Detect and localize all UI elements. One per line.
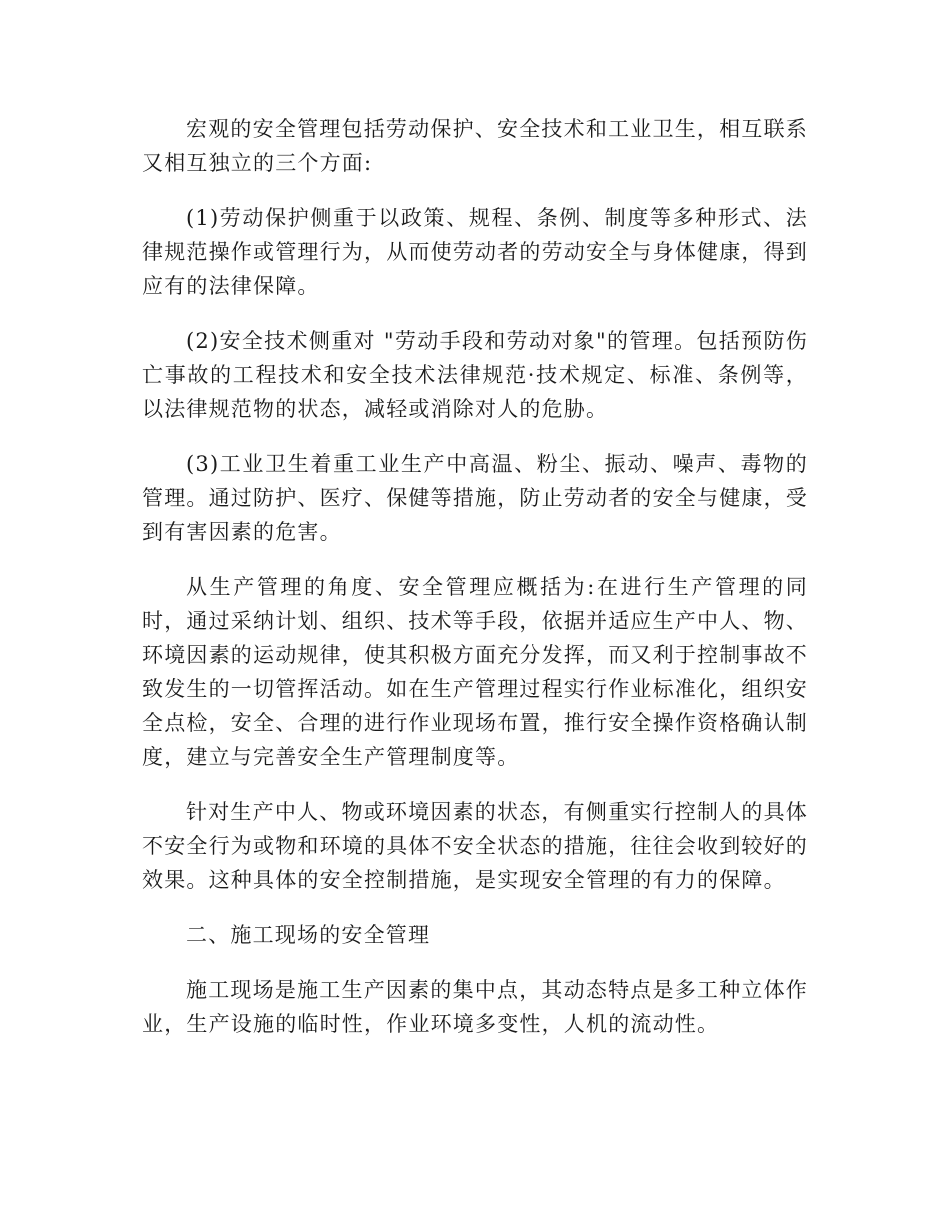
section-heading: 二、施工现场的安全管理 [186,923,431,947]
paragraph-industrial-hygiene: (3)工业卫生着重工业生产中高温、粉尘、振动、噪声、毒物的管理。通过防护、医疗、保健等措施，防止劳动者的安全与健康，受到有害因素的危害。 [142,452,808,544]
document-body [142,112,808,1062]
paragraph-production-management: 从生产管理的角度、安全管理应概括为:在进行生产管理的同时，通过采纳计划、组织、技术等手段，依据并适应生产中人、物、环境因素的运动规律，使其积极方面充分发挥，而又利于控制事故不致发生的一切管挥活动。如在生产管理过程实行作业标准化，组织安全点检，安全、合理的进行作业现场布置，推行安全操作资格确认制度，建立与完善安全生产管理制度等。 [142,575,808,769]
paragraph-control-measures: 针对生产中人、物或环境因素的状态，有侧重实行控制人的具体不安全行为或物和环境的具体不安全状态的措施，往往会收到较好的效果。这种具体的安全控制措施，是实现安全管理的有力的保障。 [142,800,808,892]
paragraph-construction-site: 施工现场是施工生产因素的集中点，其动态特点是多工种立体作业，生产设施的临时性，作业环境多变性，人机的流动性。 [142,978,808,1036]
paragraph-labor-protection: (1)劳动保护侧重于以政策、规程、条例、制度等多种形式、法律规范操作或管理行为，从而使劳动者的劳动安全与身体健康，得到应有的法律保障。 [142,206,808,298]
paragraph-safety-technology: (2)安全技术侧重对 "劳动手段和劳动对象"的管理。包括预防伤亡事故的工程技术和安全技术法律规范·技术规定、标准、条例等，以法律规范物的状态，减轻或消除对人的危胁。 [142,329,808,421]
paragraph-intro: 宏观的安全管理包括劳动保护、安全技术和工业卫生，相互联系又相互独立的三个方面: [142,117,808,175]
